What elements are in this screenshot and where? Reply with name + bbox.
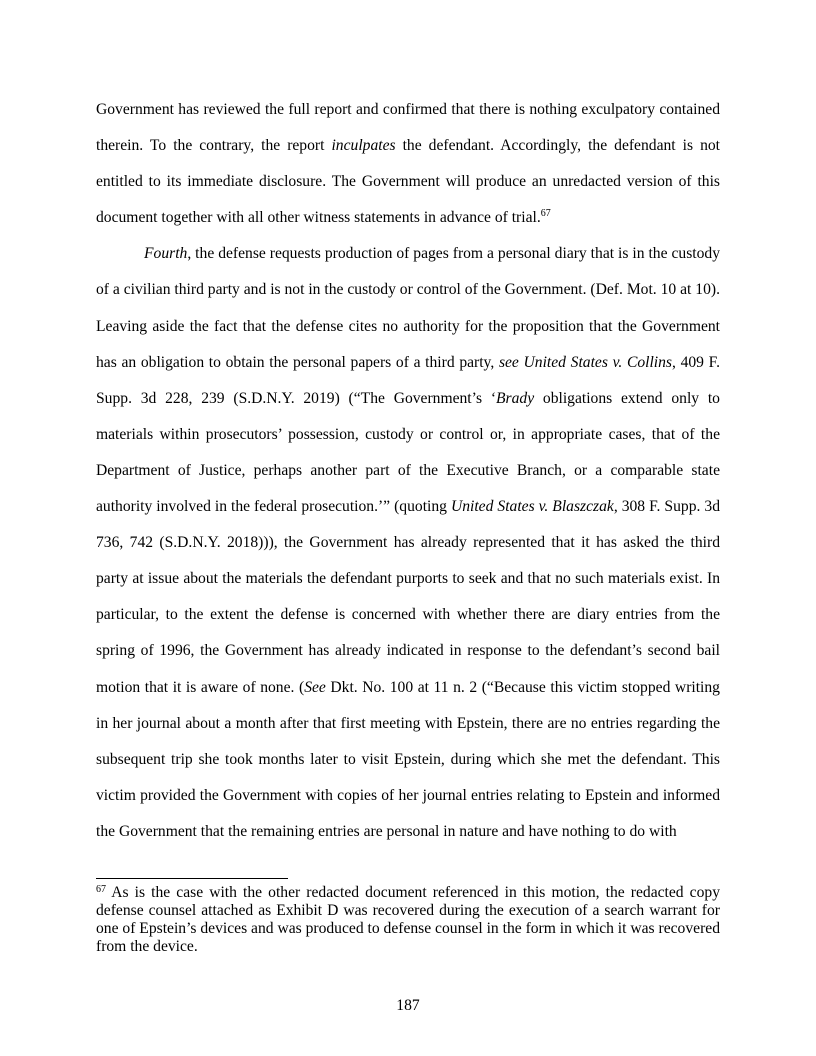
- body-text: [96, 92, 720, 850]
- footnote-separator: [96, 878, 288, 879]
- paragraph-2: [96, 236, 720, 850]
- paragraph-1: [96, 92, 720, 236]
- footnote-reference: 67: [540, 208, 551, 220]
- citation-collins: see United States v. Collins: [498, 353, 672, 371]
- footnote-text: As is the case with the other redacted document referenced in this motion, the redacted copy defense counsel attached as Exhibit D was recovered during the execution of a search warrant for one of Epstein’s devices and was produced to defense counsel in the form in which it was recovered from the device.: [96, 884, 720, 955]
- emphasis-see: See: [304, 678, 326, 696]
- paragraph-2-text-2: , 409 F. Supp. 3d 228, 239 (S.D.N.Y. 2019) (“The Government’s ‘: [96, 353, 720, 407]
- paragraph-2-text-1: , the defense requests production of pages from a personal diary that is in the custody of a civilian third party and is not in the custody or control of the Government. (Def. Mot. 10 at 10). Leaving aside the fact that the defense cites no authority for the proposition that the Government has an obligation to obtain the personal papers of a third party,: [96, 245, 720, 371]
- emphasis-fourth: Fourth: [144, 245, 188, 263]
- page-number: 187: [396, 997, 420, 1014]
- footnote-67: [96, 884, 720, 956]
- emphasis-brady: Brady: [496, 389, 535, 407]
- footnote-number: 67: [96, 884, 106, 895]
- paragraph-1-text-2: the defendant. Accordingly, the defendant is not entitled to its immediate disclosure. The Government will produce an unredacted version of this document together with all other witness statements in advance of trial.: [96, 137, 720, 227]
- paragraph-2-text-3: obligations extend only to materials within prosecutors’ possession, custody or control or, in appropriate cases, that of the Department of Justice, perhaps another part of the Executive Branch, or a comparable state authority involved in the federal prosecution.’” (quoting: [96, 389, 720, 516]
- paragraph-2-text-5: Dkt. No. 100 at 11 n. 2 (“Because this victim stopped writing in her journal about a month after that first meeting with Epstein, there are no entries regarding the subsequent trip she took months later to visit Epstein, during which she met the defendant. This victim provided the Government with copies of her journal entries relating to Epstein and informed the Government that the remaining entries are personal in nature and have nothing to do with: [96, 678, 720, 840]
- paragraph-2-text-4: , 308 F. Supp. 3d 736, 742 (S.D.N.Y. 2018))), the Government has already represented that it has asked the third party at issue about the materials the defendant purports to seek and that no such materials exist. In particular, to the extent the defense is concerned with whether there are diary entries from the spring of 1996, the Government has already indicated in response to the defendant’s second bail motion that it is aware of none. (: [96, 498, 720, 696]
- citation-blaszczak: United States v. Blaszczak: [450, 498, 614, 516]
- paragraph-1-text-1: Government has reviewed the full report and confirmed that there is nothing exculpatory contained therein. To the contrary, the report: [96, 101, 720, 155]
- emphasis-inculpates: inculpates: [331, 137, 396, 155]
